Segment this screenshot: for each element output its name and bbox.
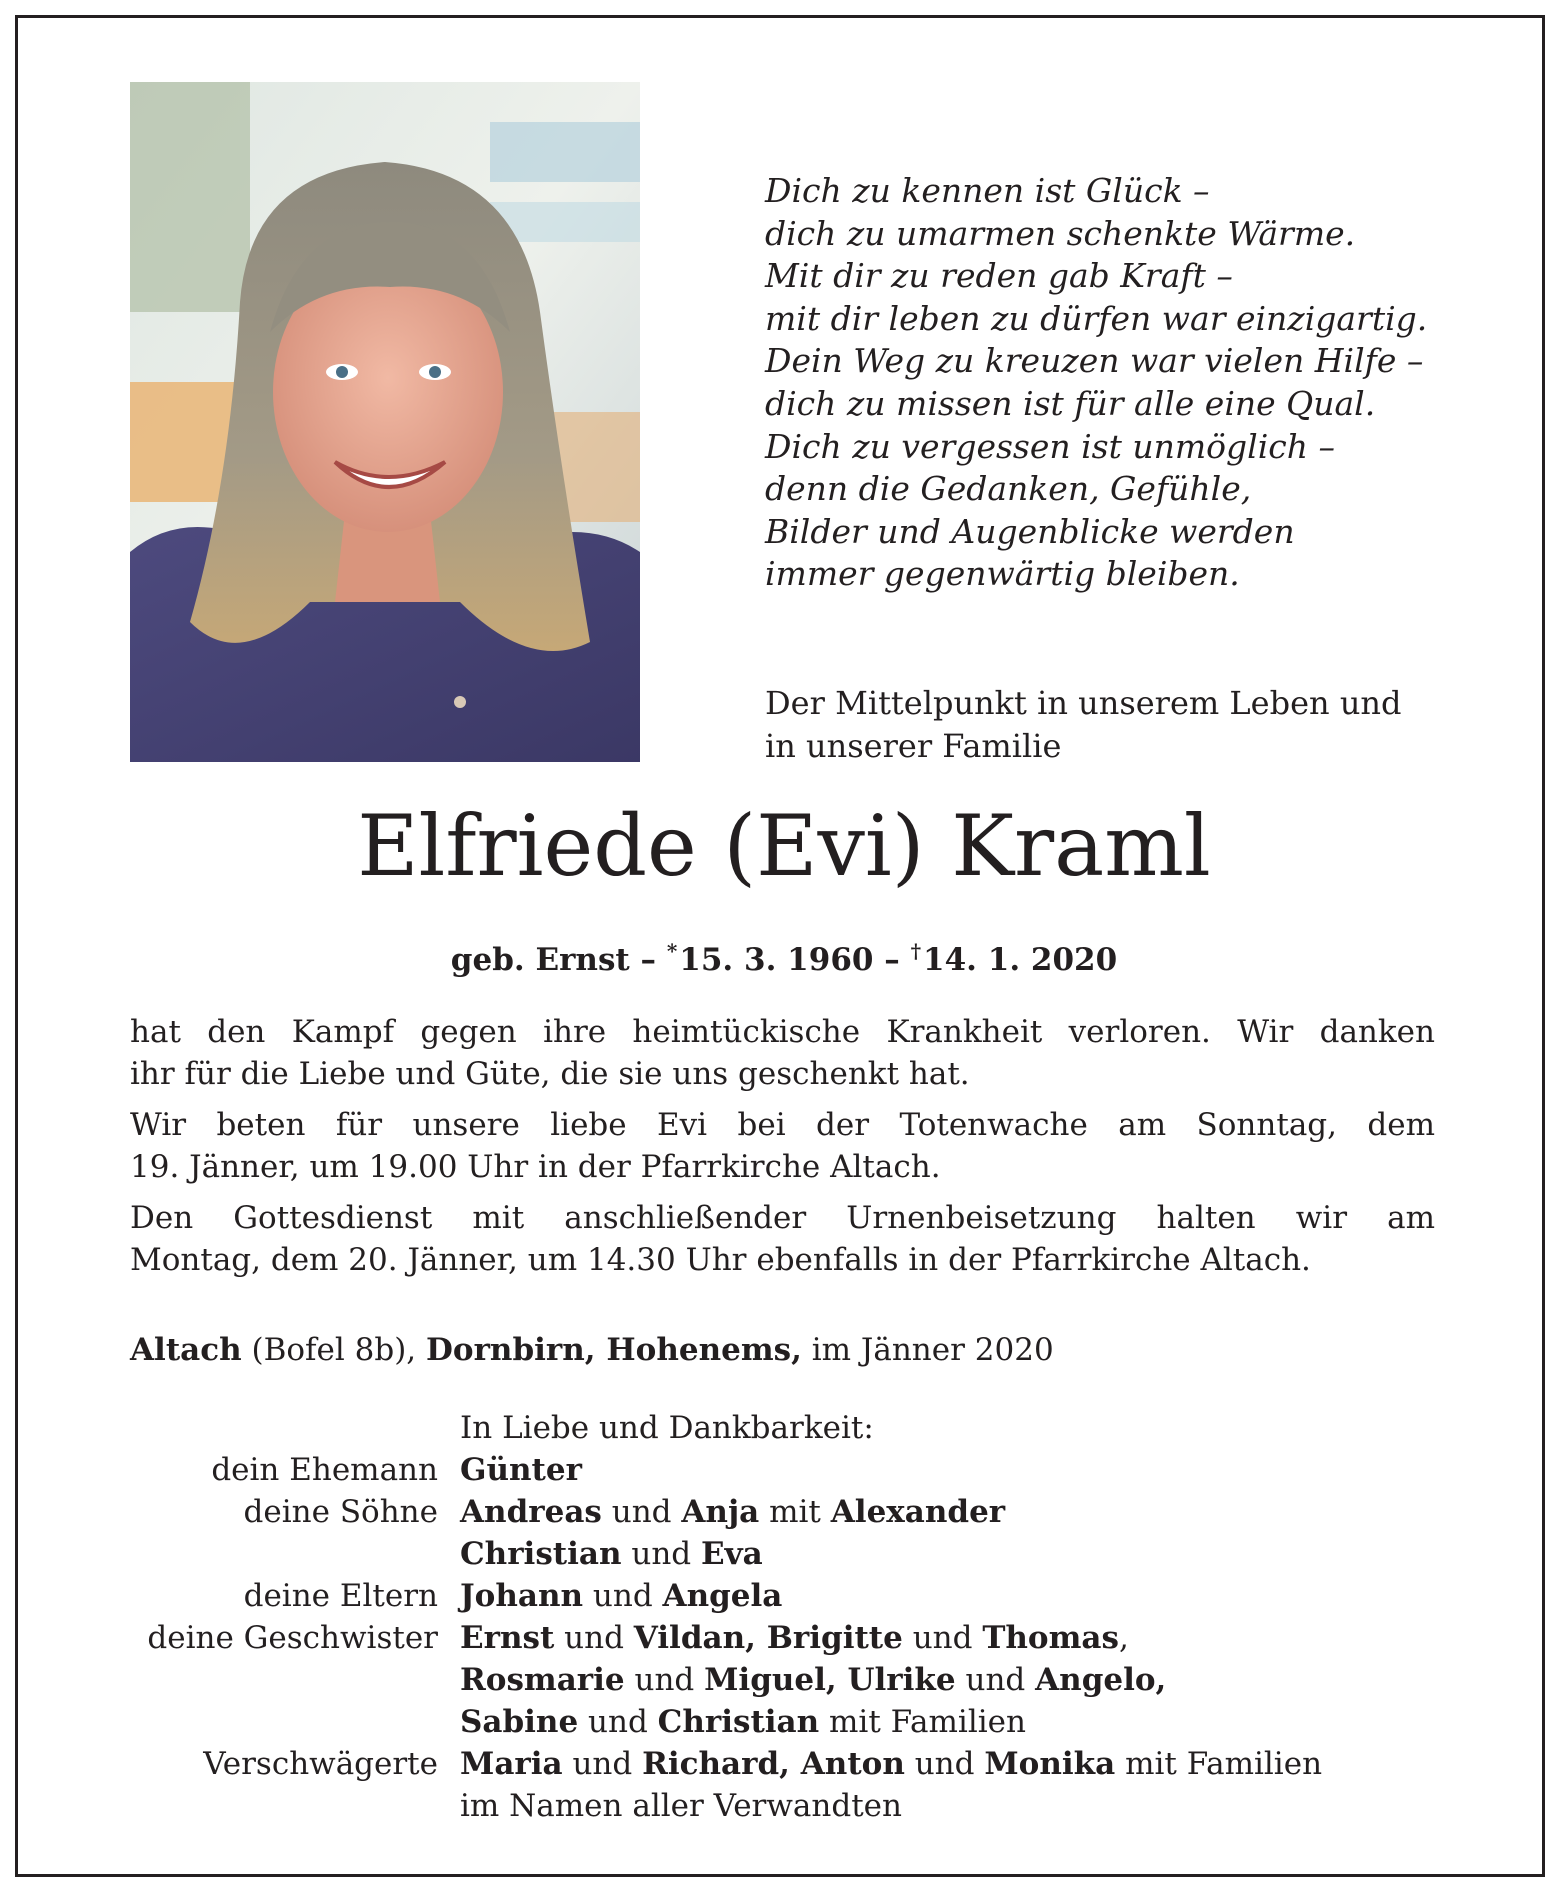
- poem-line: Bilder und Augenblicke werden: [765, 511, 1295, 551]
- lifespan-line: [0, 928, 1568, 983]
- text-line: hat den Kampf gegen ihre heimtückische Krankheit verloren. Wir danken: [130, 1014, 1435, 1050]
- dedication-note: [765, 682, 1402, 768]
- mourner-names: [460, 1743, 1322, 1785]
- mourner-name: Rosmarie: [460, 1662, 625, 1698]
- connector-text: und: [902, 1620, 983, 1656]
- connector-text: im Namen aller Verwandten: [460, 1788, 902, 1824]
- connector-text: ,: [1118, 1620, 1129, 1656]
- relation-label: [130, 1533, 460, 1575]
- signoff-intro-row: [130, 1407, 1430, 1449]
- mourner-name: Monika: [984, 1746, 1116, 1782]
- mourner-name: Christian: [460, 1536, 622, 1572]
- connector-text: und: [955, 1662, 1036, 1698]
- place-town: Altach: [130, 1332, 242, 1368]
- mourner-row: [130, 1617, 1430, 1659]
- mourner-row: [130, 1449, 1430, 1491]
- mourner-name: Alexander: [830, 1494, 1006, 1530]
- connector-text: und: [621, 1536, 701, 1572]
- mourner-row: [130, 1575, 1430, 1617]
- connector-text: mit Familien: [1115, 1746, 1323, 1782]
- mourner-name: Andreas: [460, 1494, 602, 1530]
- mourner-row: [130, 1785, 1430, 1827]
- poem-line: denn die Gedanken, Gefühle,: [765, 469, 1252, 509]
- mourner-row: [130, 1491, 1430, 1533]
- birth-symbol: *: [666, 939, 678, 963]
- place-date-line: [130, 1327, 1054, 1373]
- mourner-name: Miguel, Ulrike: [704, 1662, 956, 1698]
- separator: –: [640, 942, 657, 978]
- place-towns: Dornbirn, Hohenems,: [426, 1332, 802, 1368]
- deceased-name: Elfriede (Evi) Kraml: [357, 797, 1211, 895]
- mourner-row: [130, 1743, 1430, 1785]
- mourners-list: [130, 1407, 1430, 1827]
- mourner-name: Johann: [460, 1578, 584, 1614]
- relation-label: [130, 1785, 460, 1827]
- poem-line: Mit dir zu reden gab Kraft –: [765, 256, 1233, 296]
- mourner-names: [460, 1617, 1129, 1659]
- mourner-names: [460, 1785, 902, 1827]
- mourner-name: Eva: [700, 1536, 763, 1572]
- dedication-line: in unserer Familie: [765, 727, 1062, 765]
- born-name: geb. Ernst: [450, 942, 630, 978]
- connector-text: und: [904, 1746, 985, 1782]
- place-address: (Bofel 8b),: [251, 1332, 417, 1368]
- relation-label: [130, 1659, 460, 1701]
- paragraph-service: [130, 1198, 1435, 1281]
- mourner-row: [130, 1659, 1430, 1701]
- connector-text: mit Familien: [819, 1704, 1026, 1740]
- poem-line: Dich zu vergessen ist unmöglich –: [765, 426, 1335, 466]
- text-line: Wir beten für unsere liebe Evi bei der Totenwache am Sonntag, dem: [130, 1107, 1435, 1143]
- signoff-intro: In Liebe und Dankbarkeit:: [460, 1410, 874, 1446]
- mourner-names: [460, 1659, 1166, 1701]
- mourner-name: Maria: [460, 1746, 563, 1782]
- dedication-line: Der Mittelpunkt in unserem Leben und: [765, 684, 1402, 722]
- paragraph-wake: [130, 1105, 1435, 1188]
- relation-label: deine Söhne: [243, 1494, 438, 1530]
- poem-line: immer gegenwärtig bleiben.: [765, 554, 1240, 594]
- separator: –: [884, 942, 900, 978]
- mourner-row: [130, 1701, 1430, 1743]
- poem-line: Dich zu kennen ist Glück –: [765, 171, 1210, 210]
- text-line: Montag, dem 20. Jänner, um 14.30 Uhr ebenfalls in der Pfarrkirche Altach.: [130, 1241, 1311, 1278]
- mourner-name: Richard, Anton: [642, 1746, 905, 1782]
- relation-label: Verschwägerte: [203, 1746, 438, 1782]
- text-line: 19. Jänner, um 19.00 Uhr in der Pfarrkirche Altach.: [130, 1148, 941, 1185]
- mourner-name: Anja: [681, 1494, 760, 1530]
- mourner-names: [460, 1491, 1005, 1533]
- mourner-name: Angelo,: [1035, 1662, 1167, 1698]
- mourner-name: Ernst: [460, 1620, 555, 1656]
- mourner-name: Sabine: [460, 1704, 579, 1740]
- connector-text: und: [554, 1620, 634, 1656]
- memorial-poem: [765, 170, 1427, 596]
- mourner-name: Vildan, Brigitte: [633, 1620, 903, 1656]
- paragraph-illness: [130, 1012, 1435, 1095]
- portrait-photo: [130, 82, 640, 762]
- place-date: im Jänner 2020: [811, 1332, 1054, 1368]
- connector-text: und: [562, 1746, 643, 1782]
- mourner-names: [460, 1575, 782, 1617]
- birth-date: 15. 3. 1960: [679, 942, 874, 978]
- mourner-names: [460, 1701, 1026, 1743]
- relation-label: deine Geschwister: [147, 1620, 438, 1656]
- poem-line: dich zu missen ist für alle eine Qual.: [765, 383, 1376, 423]
- poem-line: mit dir leben zu dürfen war einzigartig.: [765, 298, 1428, 338]
- announcement-text: [130, 1012, 1435, 1291]
- death-symbol: †: [910, 939, 922, 963]
- relation-label: deine Eltern: [243, 1578, 438, 1614]
- connector-text: und: [583, 1578, 663, 1614]
- poem-line: Dein Weg zu kreuzen war vielen Hilfe –: [765, 341, 1424, 381]
- mourner-names: [460, 1449, 582, 1491]
- relation-label: dein Ehemann: [211, 1452, 438, 1488]
- mourner-name: Angela: [662, 1578, 783, 1614]
- connector-text: und: [624, 1662, 705, 1698]
- poem-line: dich zu umarmen schenkte Wärme.: [765, 213, 1356, 253]
- connector-text: und: [601, 1494, 682, 1530]
- relation-label: [130, 1701, 460, 1743]
- text-line: Den Gottesdienst mit anschließender Urnenbeisetzung halten wir am: [130, 1200, 1435, 1236]
- connector-text: mit: [759, 1494, 831, 1530]
- text-line: ihr für die Liebe und Güte, die sie uns geschenkt hat.: [130, 1055, 970, 1092]
- connector-text: und: [578, 1704, 658, 1740]
- mourner-name: Günter: [460, 1452, 582, 1488]
- mourner-row: [130, 1533, 1430, 1575]
- death-date: 14. 1. 2020: [923, 942, 1118, 978]
- mourner-names: [460, 1533, 763, 1575]
- mourner-name: Christian: [657, 1704, 820, 1740]
- mourner-name: Thomas: [982, 1620, 1119, 1656]
